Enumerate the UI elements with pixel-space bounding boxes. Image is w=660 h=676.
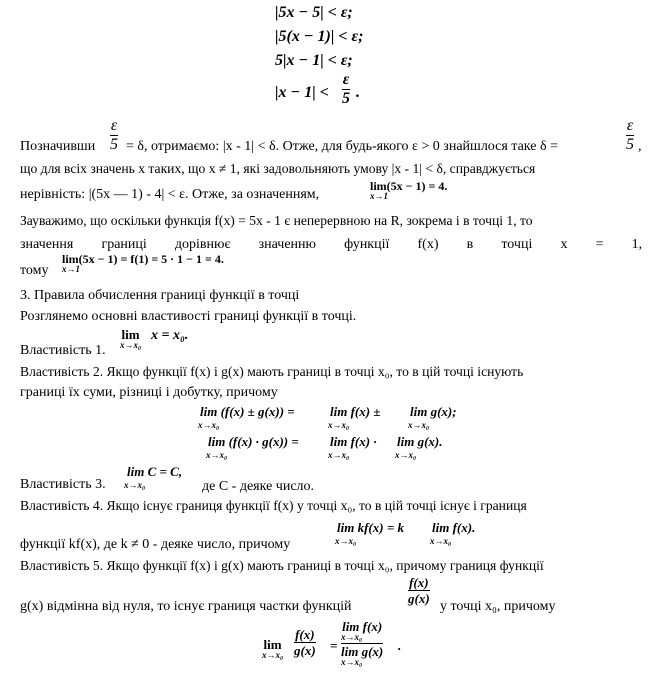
subscript: x→x₀ <box>430 536 452 546</box>
prop2-line-2: границі їх суми, різниці і добутку, причому <box>20 385 278 400</box>
para1-line-3: нерівність: |(5x — 1) - 4| < ε. Отже, за означенням, <box>20 187 320 202</box>
equation-abs-5-x-minus-1: |5(x − 1)| < ε; <box>275 28 364 45</box>
prop2-eq1-a: lim (f(x) ± g(x)) = <box>200 404 295 419</box>
prop1-label: Властивість 1. <box>20 343 106 358</box>
fraction-denominator: g(x) <box>408 591 430 606</box>
para2-word: дорівнює <box>174 237 231 252</box>
prop3-expression: lim C = C, <box>127 464 183 479</box>
fraction-denominator: 5 <box>342 90 350 107</box>
section-intro: Розглянемо основні властивості границі функції в точці. <box>20 309 357 324</box>
final-right-fraction <box>341 620 383 667</box>
prop5-quotient-fraction <box>408 576 430 605</box>
para2-limit <box>62 253 224 274</box>
equation-abs-5x-minus-5: |5x − 5| < ε; <box>275 4 353 21</box>
subscript: x→x₀ <box>328 450 350 460</box>
fraction-numerator: ε <box>626 117 634 134</box>
prop2-eq2-c: lim g(x). <box>397 434 443 449</box>
limit-expression: lim(5x − 1) = f(1) = 5 · 1 − 1 = 4. <box>62 252 224 266</box>
para1-text-b: = δ, отримаємо: |x - 1| < δ. Отже, для будь-якого ε > 0 знайшлося таке δ = <box>126 139 558 154</box>
subscript: x→x₀ <box>408 420 430 430</box>
para2-word: значення <box>20 237 74 252</box>
fraction-denominator: 5 <box>110 136 118 153</box>
limit-subscript: x→x₀ <box>120 340 142 350</box>
final-limit <box>262 638 283 660</box>
subscript: x→x₀ <box>341 657 363 667</box>
subscript: x→x₀ <box>198 420 220 430</box>
equation-abs-x-minus-1-left: |x − 1| < <box>275 84 329 101</box>
limit-subscript: x→1 <box>62 264 80 274</box>
equals-sign: = <box>330 638 338 653</box>
prop5-line-2b: у точці x₀, причому <box>440 599 556 614</box>
fraction-denominator: g(x) <box>294 643 316 658</box>
para2-word: в <box>466 237 474 252</box>
fraction-denominator: lim g(x) <box>341 644 384 659</box>
prop1-expression: x = x₀. <box>151 328 189 343</box>
fraction-numerator: ε <box>110 117 118 134</box>
para1-limit <box>370 180 447 201</box>
subscript: x→x₀ <box>124 480 146 490</box>
prop5-line-2a: g(x) відмінна від нуля, то існує границя частки функцій <box>20 599 352 614</box>
para1-fraction-2 <box>626 118 634 153</box>
prop2-eq1-b: lim f(x) ± <box>330 404 381 419</box>
para2-word: точці <box>501 237 533 252</box>
para2-word: f(x) <box>417 237 439 252</box>
prop2-eq1-c: lim g(x); <box>410 404 457 419</box>
para1-text-c: , <box>638 139 642 154</box>
subscript: x→x₀ <box>341 632 363 642</box>
equation-5-abs-x-minus-1: 5|x − 1| < ε; <box>275 52 353 69</box>
fraction-numerator: lim f(x) <box>342 619 383 634</box>
limit-word: lim <box>263 637 282 652</box>
prop4-eq-b: lim f(x). <box>432 520 476 535</box>
para2-word: границі <box>101 237 147 252</box>
equation-end: . <box>356 84 360 101</box>
para2-word: функції <box>344 237 390 252</box>
prop4-line-2: функції kf(x), де k ≠ 0 - деяке число, причому <box>20 537 291 552</box>
subscript: x→x₀ <box>206 450 228 460</box>
para2-word: = <box>595 237 604 252</box>
final-left-fraction <box>294 628 316 657</box>
section-title: 3. Правила обчислення границі функції в точці <box>20 288 300 303</box>
fraction-epsilon-over-5 <box>342 72 350 107</box>
prop3-label: Властивість 3. <box>20 477 106 492</box>
prop3-tail: де C - деяке число. <box>202 479 315 494</box>
limit-expression: lim(5x − 1) = 4. <box>370 179 448 193</box>
prop2-eq2-b: lim f(x) · <box>330 434 377 449</box>
para1-text-a: Позначивши <box>20 139 96 154</box>
subscript: x→x₀ <box>335 536 357 546</box>
prop1-limit <box>120 328 141 350</box>
limit-subscript: x→x₀ <box>262 650 284 660</box>
prop2-line-1: Властивість 2. Якщо функції f(x) і g(x) мають границі в точці x₀, то в цій точці існують <box>20 364 524 379</box>
para2-word: значенню <box>258 237 316 252</box>
subscript: x→x₀ <box>328 420 350 430</box>
para2-line-3: тому <box>20 263 49 278</box>
prop4-line-1: Властивість 4. Якщо існує границя функції f(x) у точці x₀, то в цій точці існує і границя <box>20 498 527 513</box>
para2-word: 1, <box>631 237 643 252</box>
prop2-eq2-a: lim (f(x) · g(x)) = <box>208 434 299 449</box>
fraction-numerator: f(x) <box>295 627 315 642</box>
para1-fraction-1 <box>110 118 118 153</box>
prop4-eq-a: lim kf(x) = k <box>337 520 404 535</box>
fraction-denominator: 5 <box>626 136 634 153</box>
para1-line-2: що для всіх значень x таких, що x ≠ 1, які задовольняють умову |x - 1| < δ, справджується <box>20 161 536 176</box>
fraction-numerator: f(x) <box>409 575 429 590</box>
final-end: . <box>398 638 402 653</box>
fraction-numerator: ε <box>342 71 350 88</box>
para2-word: x <box>560 237 568 252</box>
para2-line-1: Зауважимо, що оскільки функція f(x) = 5x - 1 є неперервною на R, зокрема і в точці 1, то <box>20 213 533 228</box>
subscript: x→x₀ <box>395 450 417 460</box>
limit-subscript: x→1 <box>370 191 388 201</box>
prop5-line-1: Властивість 5. Якщо функції f(x) і g(x) мають границі в точці x₀, причому границя функції <box>20 558 544 573</box>
limit-word: lim <box>121 327 140 342</box>
